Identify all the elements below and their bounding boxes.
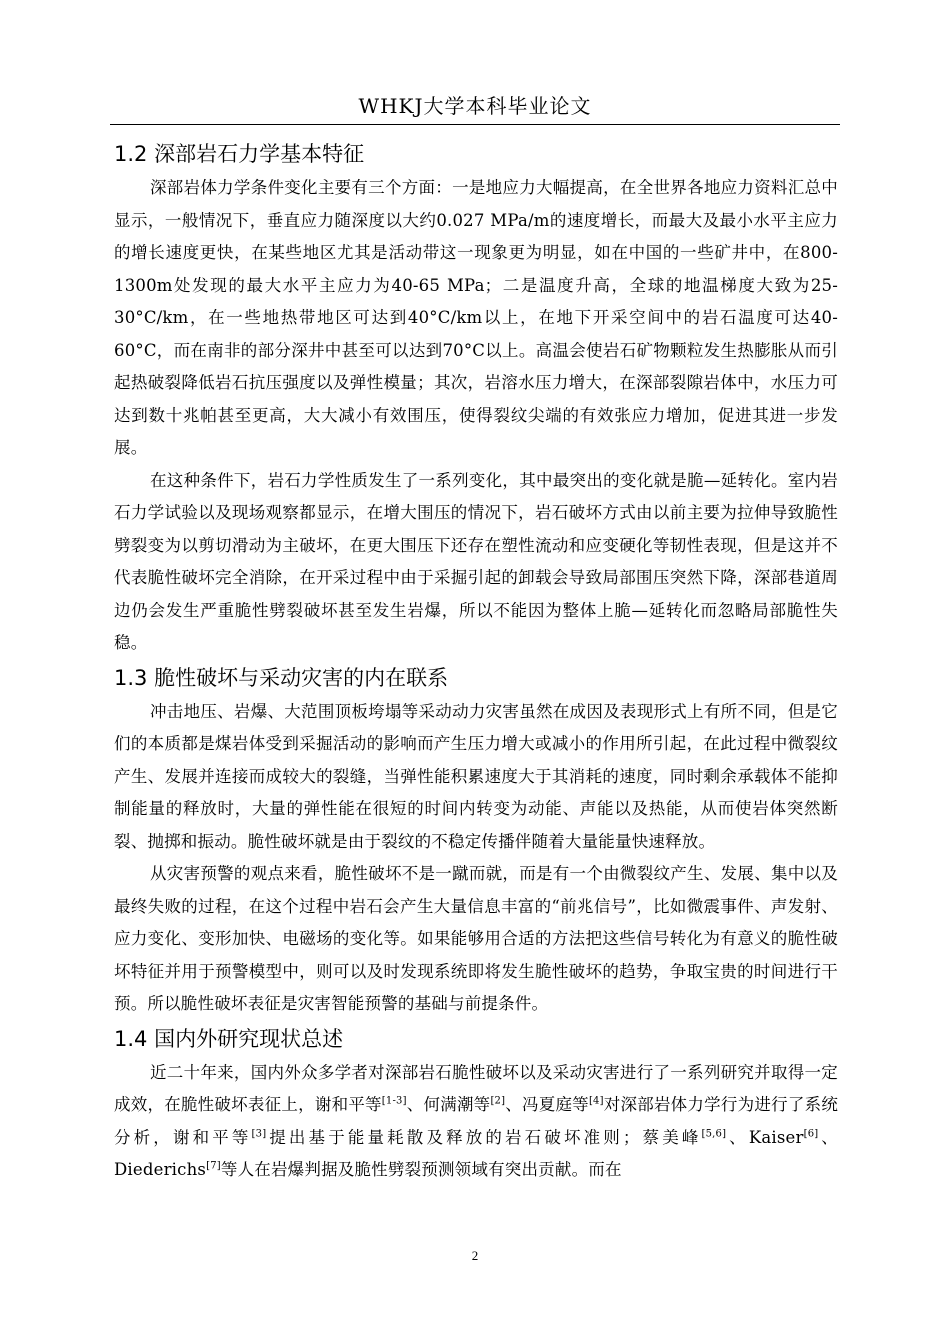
- section-heading-1-2: 1.2 深部岩石力学基本特征: [114, 142, 365, 166]
- citation: [7]: [206, 1160, 221, 1172]
- running-header: WHKJ大学本科毕业论文: [358, 94, 592, 118]
- citation: [3]: [251, 1128, 267, 1139]
- citation: [2]: [490, 1095, 506, 1107]
- section-heading-1-4: 1.4 国内外研究现状总述: [114, 1026, 344, 1051]
- text-run: 、冯夏庭等: [505, 1095, 589, 1114]
- page-body: [114, 136, 838, 1187]
- section-heading-1-3: 1.3 脆性破坏与采动灾害的内在联系: [114, 665, 449, 690]
- paragraph: 冲击地压、岩爆、大范围顶板垮塌等采动动力灾害虽然在成因及表现形式上有所不同，但是它们的本质都是煤岩体受到采掘活动的影响而产生压力增大或减小的作用所引起，在此过程中微裂纹产生、发展并连接而成较大的裂缝，当弹性能积累速度大于其消耗的速度，同时剩余承载体不能抑制能量的释放时，大量的弹性能在很短的时间内转变为动能、声能以及热能，从而使岩体突然断裂、抛掷和振动。脆性破坏就是由于裂纹的不稳定传播伴随着大量能量快速释放。: [114, 701, 838, 851]
- page-number: 2: [471, 1248, 479, 1263]
- paragraph: 深部岩体力学条件变化主要有三个方面：一是地应力大幅提高，在全世界各地应力资料汇总中显示，一般情况下，垂直应力随深度以大约0.027 MPa/m的速度增长，而最大及最小水平主应力的增长速度更快，在某些地区尤其是活动带这一现象更为明显，如在中国的一些矿井中，在800-1300m处发现的最大水平主应力为40-65 MPa；二是温度升高，全球的地温梯度大致为25-30°C/km，在一些地热带地区可达到40°C/km以上，在地下开采空间中的岩石温度可达40-60°C，而在南非的部分深井中甚至可以达到70°C以上。高温会使岩石矿物颗粒发生热膨胀从而引起热破裂降低岩石抗压强度以及弹性模量；其次，岩溶水压力增大，在深部裂隙岩体中，水压力可达到数十兆帕甚至更高，大大减小有效围压，使得裂纹尖端的有效张应力增加，促进其进一步发展。: [114, 178, 838, 457]
- text-run: 、Kaiser: [726, 1127, 804, 1147]
- paragraph-with-citations: [114, 1057, 838, 1187]
- citation: [5,6]: [701, 1128, 727, 1139]
- text-run: 近二十年来，国内外众多学者对深部岩石脆性破坏以及采动灾害进行了一系列研究并取得一定成效，在脆性破坏表征上，谢和平等: [114, 1062, 838, 1114]
- paragraph: 在这种条件下，岩石力学性质发生了一系列变化，其中最突出的变化就是脆—延转化。室内岩石力学试验以及现场观察都显示，在增大围压的情况下，岩石破坏方式由以前主要为拉伸导致脆性劈裂变为以剪切滑动为主破坏，在更大围压下还存在塑性流动和应变硬化等韧性表现，但是这并不代表脆性破坏完全消除，在开采过程中由于采掘引起的卸载会导致局部围压突然下降，深部巷道周边仍会发生严重脆性劈裂破坏甚至发生岩爆，所以不能因为整体上脆—延转化而忽略局部脆性失稳。: [114, 470, 838, 652]
- text-run: 对深部岩体力学行为进行了系统分析，谢和平等: [114, 1095, 839, 1147]
- citation: [1-3]: [381, 1095, 407, 1107]
- citation: [4]: [588, 1095, 604, 1107]
- header-rule: [110, 124, 840, 125]
- text-run: 等人在岩爆判据及脆性劈裂预测领域有突出贡献。而在: [220, 1160, 622, 1179]
- text-run: 提出基于能量耗散及释放的岩石破坏准则；蔡美峰: [266, 1127, 702, 1147]
- citation: [6]: [803, 1128, 819, 1139]
- text-run: 、Diederichs: [114, 1127, 839, 1179]
- paragraph: 从灾害预警的观点来看，脆性破坏不是一蹴而就，而是有一个由微裂纹产生、发展、集中以及最终失败的过程，在这个过程中岩石会产生大量信息丰富的“前兆信号”，比如微震事件、声发射、应力变化、变形加快、电磁场的变化等。如果能够用合适的方法把这些信号转化为有意义的脆性破坏特征并用于预警模型中，则可以及时发现系统即将发生脆性破坏的趋势，争取宝贵的时间进行干预。所以脆性破坏表征是灾害智能预警的基础与前提条件。: [114, 864, 838, 1013]
- text-run: 、何满潮等: [406, 1095, 491, 1114]
